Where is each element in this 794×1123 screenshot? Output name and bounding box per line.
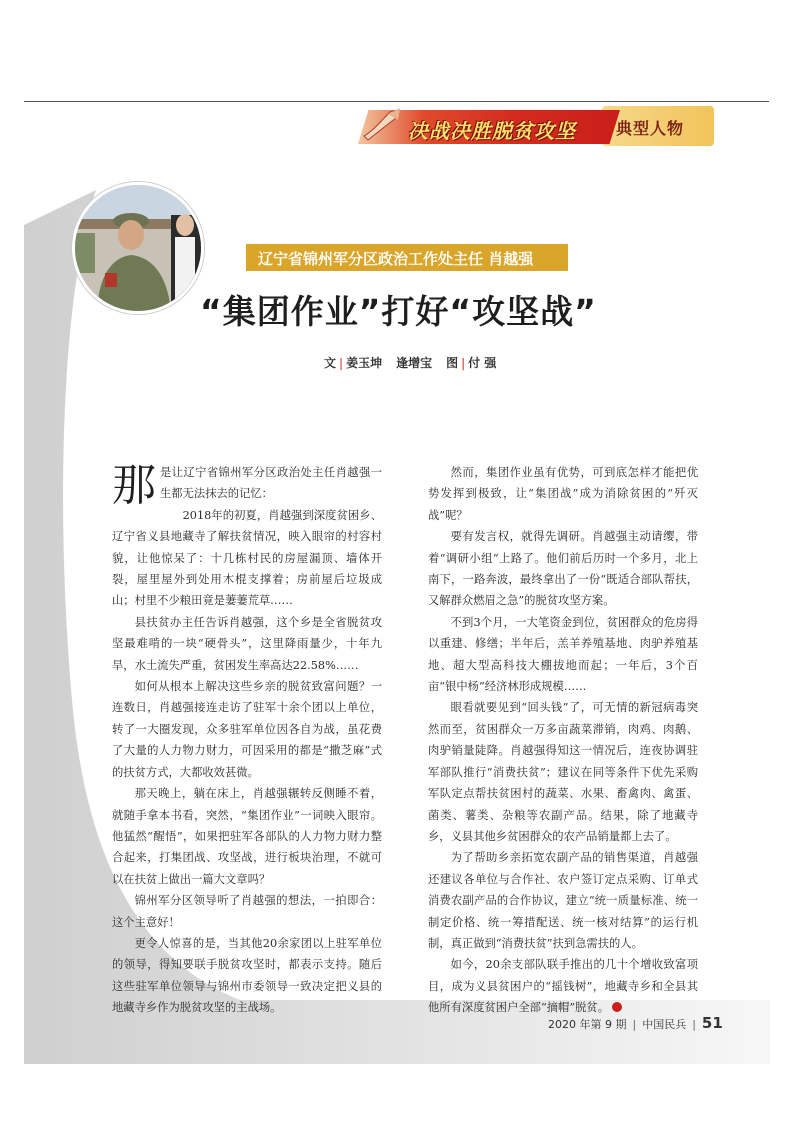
paragraph: 眼看就要见到“回头钱”了，可无情的新冠病毒突然而至，贫困群众一万多亩蔬菜滞销，肉鸡、肉鹅、肉驴销量陡降。肖越强得知这一情况后，连夜协调驻军部队推行“消费扶贫”；建议在同等条件下优先采购军队定点帮扶贫困村的蔬菜、水果、畜禽肉、禽蛋、菌类、薯类、杂粮等农副产品。结果，除了地藏寺乡，义县其他乡贫困群众的农产品销量都上去了。 bbox=[428, 701, 698, 843]
paragraph: 不到3个月，一大笔资金到位，贫困群众的危房得以重建、修缮；半年后，羔羊养殖基地、肉驴养殖基地、超大型高科技大棚拔地而起；一年后，3个百亩“银中杨”经济林形成规模…… bbox=[428, 615, 698, 694]
paragraph: 然而，集团作业虽有优势，可到底怎样才能把优势发挥到极致，让“集团战”成为消除贫困的“歼灭战”呢？ bbox=[428, 466, 698, 522]
paragraph: 为了帮助乡亲拓宽农副产品的销售渠道，肖越强还建议各单位与合作社、农户签订定点采购、订单式消费农副产品的合作协议，建立“统一质量标准、统一制定价格、统一筹措配送、统一核对结算”的运行机制，真正做到“消费扶贫”扶到急需扶的人。 bbox=[428, 851, 698, 950]
paragraph: 那天晚上，躺在床上，肖越强辗转反侧睡不着，就随手拿本书看，突然，“集团作业”一词映入眼帘。他猛然“醒悟”，如果把驻军各部队的人力物力财力整合起来，打集团战、攻坚战，进行板块治理，不就可以在扶贫上做出一篇大文章吗？ bbox=[112, 787, 382, 886]
paragraph: 如何从根本上解决这些乡亲的脱贫致富问题？一连数日，肖越强接连走访了驻军十余个团以上单位，转了一大圈发现，众多驻军单位因各自为战，虽花费了大量的人力物力财力，可因采用的都是“撒芝麻”式的扶贫方式，大都收效甚微。 bbox=[112, 680, 382, 779]
paragraph: 如今，20余支部队联手推出的几十个增收致富项目，成为义县贫困户的“摇钱树”，地藏寺乡和全县其他所有深度贫困户全部“摘帽”脱贫。 bbox=[428, 958, 698, 1015]
photographer-name: 付 强 bbox=[468, 356, 497, 370]
paragraph: 更令人惊喜的是，当其他20余家团以上驻军单位的领导，得知要联手脱贫攻坚时，都表示支持。随后这些驻军单位领导与锦州市委领导一致决定把义县的地藏寺乡作为脱贫攻坚的主战场。 bbox=[112, 936, 382, 1015]
magazine-name: 中国民兵 bbox=[642, 1018, 687, 1031]
byline: 文 | 姜玉坤 逢增宝 图 | 付 强 bbox=[324, 356, 497, 370]
article-column-right bbox=[428, 462, 698, 1019]
paragraph: 锦州军分区领导听了肖越强的想法，一拍即合：这个主意好！ bbox=[112, 894, 382, 929]
paragraph: 要有发言权，就得先调研。肖越强主动请缨，带着“调研小组”上路了。他们前后历时一个多月，北上南下，一路奔波，最终拿出了一份“既适合部队帮扶，又解群众燃眉之急”的脱贫攻坚方案。 bbox=[428, 530, 698, 608]
issue-label: 2020 年第 9 期 bbox=[548, 1018, 627, 1031]
end-mark-icon bbox=[612, 1002, 622, 1012]
page-footer: 2020 年第 9 期 | 中国民兵 | 51 bbox=[548, 1014, 723, 1032]
banner-category: 典型人物 bbox=[616, 119, 685, 138]
portrait-image bbox=[75, 185, 201, 311]
author-name: 逢增宝 bbox=[396, 356, 433, 370]
portrait-photo bbox=[72, 182, 204, 314]
author-name: 姜玉坤 bbox=[346, 356, 383, 370]
article-column-left bbox=[112, 462, 382, 1019]
banner-title: 决战决胜脱贫攻坚 bbox=[408, 119, 576, 143]
subtitle: 辽宁省锦州军分区政治工作处主任 肖越强 bbox=[258, 250, 534, 268]
paragraph: 2018年的初夏，肖越强到深度贫困乡、辽宁省义县地藏寺了解扶贫情况，映入眼帘的村容村貌，让他惊呆了：十几栋村民的房屋漏顶、墙体开裂，屋里屋外到处用木棍支撑着；房前屋后垃圾成山；村里不少粮田竟是萋萋荒草…… bbox=[112, 508, 382, 608]
page-number: 51 bbox=[701, 1014, 723, 1032]
top-rule bbox=[24, 101, 769, 102]
byline-text-label: 文 bbox=[324, 356, 337, 370]
subtitle-bar bbox=[246, 244, 568, 271]
dropcap: 那 bbox=[112, 460, 156, 511]
section-banner bbox=[358, 106, 714, 146]
paragraph: 那是让辽宁省锦州军分区政治处主任肖越强一生都无法抹去的记忆： bbox=[112, 460, 382, 511]
paragraph: 县扶贫办主任告诉肖越强，这个乡是全省脱贫攻坚最难啃的一块“硬骨头”，这里降雨量少，十年九旱，水土流失严重，贫困发生率高达22.58%…… bbox=[112, 615, 382, 672]
bugle-icon bbox=[360, 106, 404, 146]
article-title: “集团作业”打好“攻坚战” bbox=[200, 292, 597, 331]
byline-photo-label: 图 bbox=[446, 356, 459, 370]
